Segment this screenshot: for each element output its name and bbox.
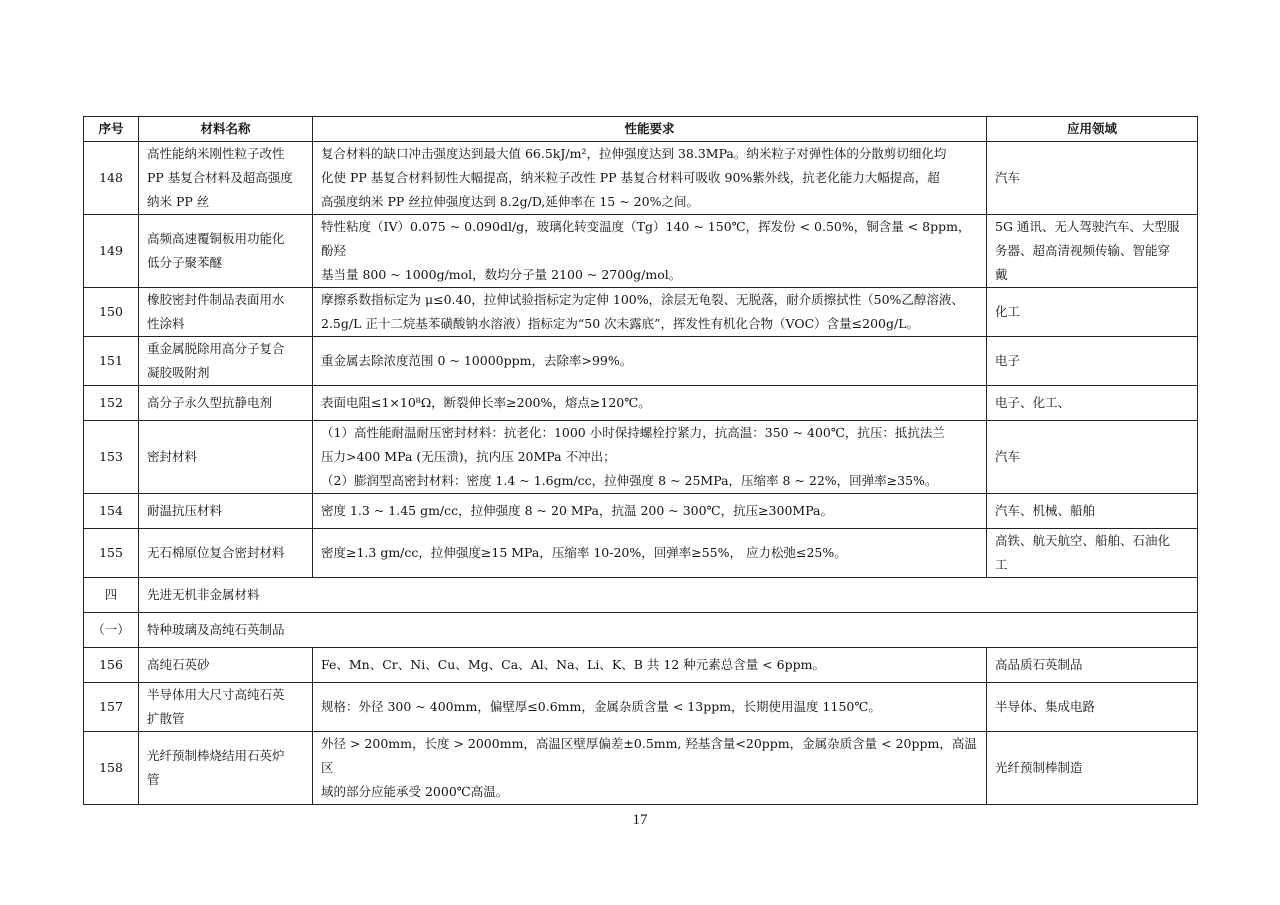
application-field [987,732,1198,805]
material-name-line: 纳米 PP 丝 [147,194,210,209]
requirement-line: Fe、Mn、Cr、Ni、Cu、Mg、Ca、Al、Na、Li、K、B 共 12 种元素总含量 < 6ppm。 [321,657,825,672]
application-line: 高品质石英制品 [995,657,1083,672]
material-name-line: 低分子聚苯醚 [147,255,223,270]
material-name [139,386,313,421]
table-header-row [84,117,1198,142]
subsection-no: （一） [84,613,139,648]
material-name-line: 耐温抗压材料 [147,503,223,518]
table-row [84,142,1198,215]
material-name [139,142,313,215]
application-field [987,494,1198,529]
header-no: 序号 [84,117,139,142]
requirement-line: 表面电阻≤1×10⁸Ω，断裂伸长率≥200%，熔点≥120℃。 [321,395,651,410]
performance-requirement [313,215,987,288]
material-name [139,337,313,386]
requirement-line: 基当量 800 ~ 1000g/mol，数均分子量 2100 ~ 2700g/mol。 [321,267,682,282]
application-line: 化工 [995,304,1021,319]
application-field [987,529,1198,578]
application-field [987,288,1198,337]
requirement-line: 密度≥1.3 gm/cc，拉伸强度≥15 MPa，压缩率 10-20%，回弹率≥55%， 应力松弛≤25%。 [321,545,847,560]
table-row [84,215,1198,288]
header-performance: 性能要求 [313,117,987,142]
row-no: 148 [84,142,139,215]
row-no: 156 [84,648,139,683]
performance-requirement [313,288,987,337]
requirement-line: （2）膨润型高密封材料：密度 1.4 ~ 1.6gm/cc，拉伸强度 8 ~ 25MPa，压缩率 8 ~ 22%，回弹率≥35%。 [321,473,938,488]
material-name [139,529,313,578]
table-row [84,421,1198,494]
row-no: 150 [84,288,139,337]
material-name-line: 无石棉原位复合密封材料 [147,545,285,560]
spec-table [83,116,1198,805]
requirement-line: 特性粘度（IV）0.075 ~ 0.090dl/g，玻璃化转变温度（Tg）140 ~ 150℃，挥发份 < 0.50%，铜含量 < 8ppm，酚羟 [321,219,971,258]
row-no: 155 [84,529,139,578]
header-material-name: 材料名称 [139,117,313,142]
row-no: 158 [84,732,139,805]
material-name [139,421,313,494]
requirement-line: （1）高性能耐温耐压密封材料：抗老化：1000 小时保持螺栓拧紧力，抗高温：350 ~ 400℃，抗压：抵抗法兰 [321,425,945,440]
row-no: 151 [84,337,139,386]
subsection-title: 特种玻璃及高纯石英制品 [139,613,1198,648]
material-name-line: 光纤预制棒烧结用石英炉 [147,748,285,763]
material-name-line: 密封材料 [147,449,198,464]
material-name-line: 高频高速覆铜板用功能化 [147,231,285,246]
requirement-line: 压力>400 MPa (无压溃)，抗内压 20MPa 不冲出； [321,449,616,464]
table-row [84,337,1198,386]
material-name-line: 性涂料 [147,316,185,331]
material-name-line: 扩散管 [147,711,185,726]
material-name-line: 高分子永久型抗静电剂 [147,395,273,410]
application-field [987,386,1198,421]
application-line: 电子 [995,353,1021,368]
requirement-line: 域的部分应能承受 2000℃高温。 [321,784,509,799]
application-line: 汽车、机械、船舶 [995,503,1096,518]
material-name-line: 高纯石英砂 [147,657,210,672]
application-line: 戴 [995,267,1008,282]
performance-requirement [313,683,987,732]
performance-requirement [313,142,987,215]
material-name [139,683,313,732]
requirement-line: 重金属去除浓度范围 0 ~ 10000ppm，去除率>99%。 [321,353,633,368]
requirement-line: 密度 1.3 ~ 1.45 gm/cc，拉伸强度 8 ~ 20 MPa，抗温 200 ~ 300℃，抗压≥300MPa。 [321,503,834,518]
application-field [987,421,1198,494]
performance-requirement [313,337,987,386]
material-name [139,215,313,288]
performance-requirement [313,421,987,494]
row-no: 152 [84,386,139,421]
table-row [84,494,1198,529]
application-line: 工 [995,557,1008,572]
material-name [139,732,313,805]
material-name-line: PP 基复合材料及超高强度 [147,170,293,185]
material-name-line: 高性能纳米刚性粒子改性 [147,146,285,161]
material-name [139,494,313,529]
table-row [84,386,1198,421]
application-line: 高铁、航天航空、船舶、石油化 [995,533,1171,548]
requirement-line: 高强度纳米 PP 丝拉伸强度达到 8.2g/D,延伸率在 15 ~ 20%之间。 [321,194,699,209]
table-row [84,683,1198,732]
requirement-line: 2.5g/L 正十二烷基苯磺酸钠水溶液）指标定为“50 次未露底”，挥发性有机化合物（VOC）含量≤200g/L。 [321,316,919,331]
requirement-line: 化使 PP 基复合材料韧性大幅提高，纳米粒子改性 PP 基复合材料可吸收 90%紫外线，抗老化能力大幅提高，超 [321,170,940,185]
application-field [987,142,1198,215]
material-name-line: 管 [147,772,160,787]
application-line: 电子、化工、 [995,395,1071,410]
material-name-line: 橡胶密封件制品表面用水 [147,292,285,307]
material-name-line: 重金属脱除用高分子复合 [147,341,285,356]
application-line: 5G 通讯、无人驾驶汽车、大型服 [995,219,1180,234]
section-title: 先进无机非金属材料 [139,578,1198,613]
performance-requirement [313,648,987,683]
header-application: 应用领域 [987,117,1198,142]
application-field [987,337,1198,386]
performance-requirement [313,732,987,805]
application-field [987,683,1198,732]
material-name-line: 凝胶吸附剂 [147,365,210,380]
table-row [84,529,1198,578]
performance-requirement [313,529,987,578]
performance-requirement [313,494,987,529]
section-no: 四 [84,578,139,613]
requirement-line: 复合材料的缺口冲击强度达到最大值 66.5kJ/m²，拉伸强度达到 38.3MPa。纳米粒子对弹性体的分散剪切细化均 [321,146,947,161]
table-row [84,648,1198,683]
requirement-line: 规格：外径 300 ~ 400mm，偏壁厚≤0.6mm，金属杂质含量 < 13ppm，长期使用温度 1150℃。 [321,699,881,714]
application-line: 光纤预制棒制造 [995,760,1083,775]
section-row [84,578,1198,613]
material-name [139,288,313,337]
material-name [139,648,313,683]
application-line: 务器、超高清视频传输、智能穿 [995,243,1171,258]
application-line: 汽车 [995,449,1021,464]
row-no: 149 [84,215,139,288]
row-no: 153 [84,421,139,494]
subsection-row [84,613,1198,648]
page-number: 17 [632,812,648,828]
application-line: 汽车 [995,170,1021,185]
row-no: 154 [84,494,139,529]
requirement-line: 摩擦系数指标定为 μ≤0.40，拉伸试验指标定为定伸 100%，涂层无龟裂、无脱落，耐介质擦拭性（50%乙醇溶液、 [321,292,964,307]
row-no: 157 [84,683,139,732]
application-field [987,215,1198,288]
application-line: 半导体、集成电路 [995,699,1096,714]
application-field [987,648,1198,683]
material-name-line: 半导体用大尺寸高纯石英 [147,687,285,702]
requirement-line: 外径 > 200mm，长度 > 2000mm，高温区壁厚偏差±0.5mm, 羟基含量<20ppm，金属杂质含量 < 20ppm，高温区 [321,736,977,775]
performance-requirement [313,386,987,421]
table-row [84,288,1198,337]
table-row [84,732,1198,805]
